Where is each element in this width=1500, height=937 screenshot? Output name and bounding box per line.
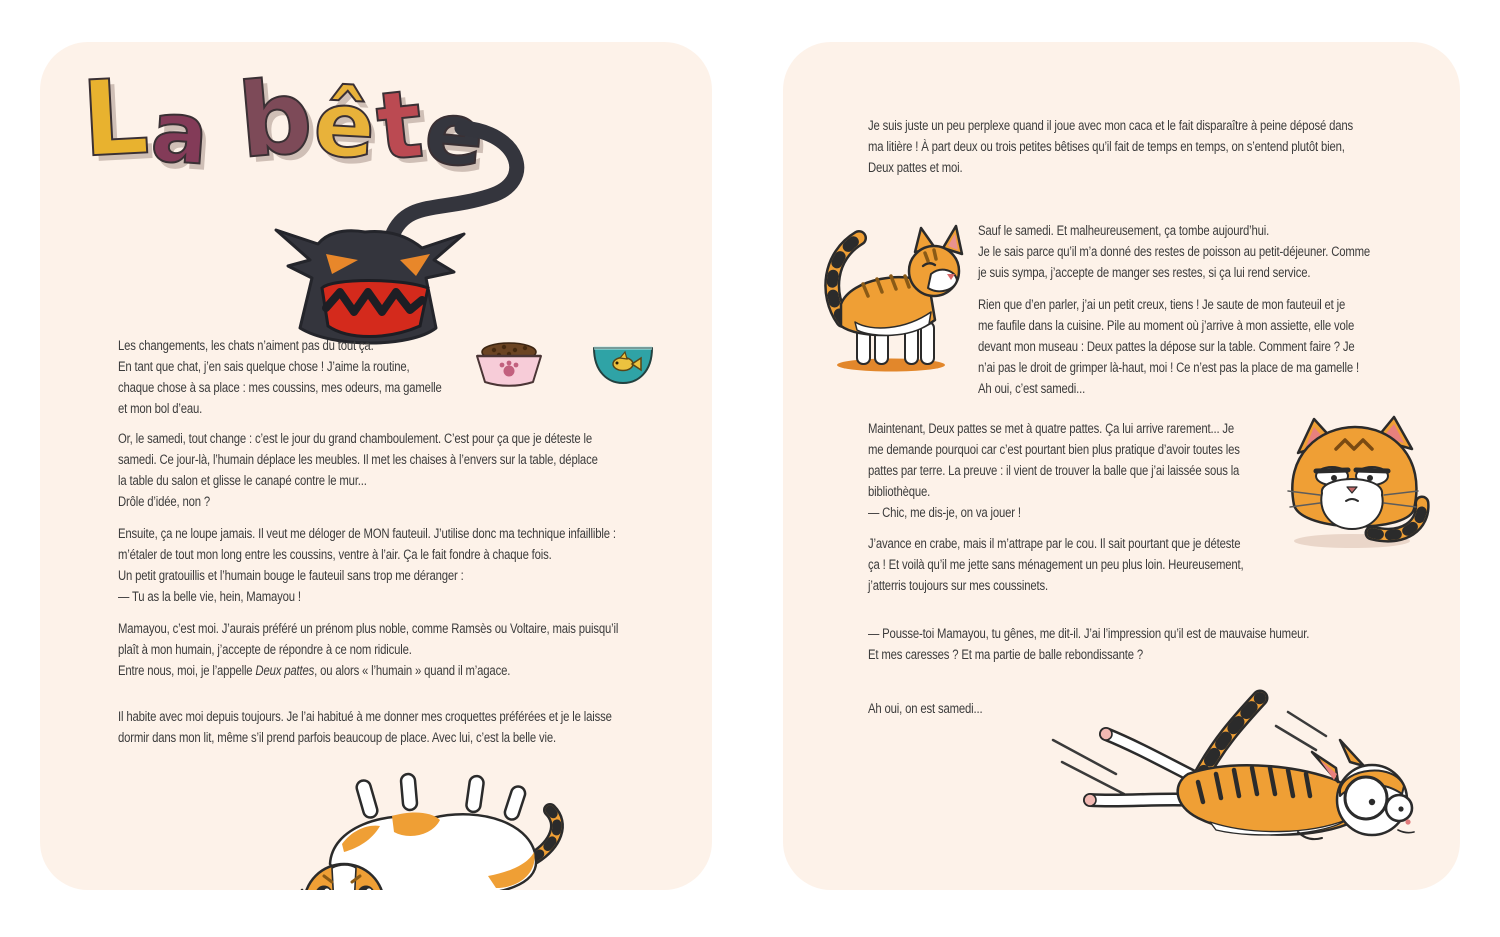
paragraph-fish xyxy=(978,220,1370,283)
text-line: J’avance en crabe, mais il m’attrape par le cou. Il sait pourtant que je déteste xyxy=(868,536,1241,551)
title-letter: ê xyxy=(311,71,378,180)
text-line: samedi. Ce jour-là, l’humain déplace les meubles. Il met les chaises à l’envers sur la table, déplace xyxy=(118,452,598,467)
text-line: Deux pattes et moi. xyxy=(868,160,963,175)
text-line: je suis sympa, j’accepte de manger ses restes, si ça lui rend service. xyxy=(978,265,1311,280)
title-letter: L xyxy=(78,55,152,181)
text-line: me demande pourquoi car c’est pourtant bien plus pratique d’avoir toutes les xyxy=(868,442,1240,457)
text-line: n’ai pas le droit de grimper là-haut, moi ! Ce n’est pas la place de ma gamelle ! xyxy=(978,360,1359,375)
text-line: Entre nous, moi, je l’appelle Deux pattes, ou alors « l’humain » quand il m’agace. xyxy=(118,663,511,678)
walking-cat-illustration xyxy=(813,208,968,378)
text-line: Je suis juste un peu perplexe quand il joue avec mon caca et le fait disparaître à peine déposé dans xyxy=(868,118,1354,133)
text-line: bibliothèque. xyxy=(868,484,931,499)
text-line: devant mon museau : Deux pattes la dépose sur la table. Comment faire ? Je xyxy=(978,339,1355,354)
paragraph-mood xyxy=(868,623,1309,665)
text-line: Les changements, les chats n’aiment pas du tout ça. xyxy=(118,338,374,353)
page-left xyxy=(40,42,712,890)
text-line: Il habite avec moi depuis toujours. Je l’ai habitué à me donner mes croquettes préférées et je le laisse xyxy=(118,709,612,724)
fish-bowl-icon xyxy=(590,338,656,386)
text-line: Un petit gratouillis et l’humain bouge le fauteuil sans trop me déranger : xyxy=(118,568,464,583)
food-bowl-icon xyxy=(472,338,546,390)
text-line: dormir dans mon lit, même s’il prend parfois beaucoup de place. Avec lui, c’est la belle vie. xyxy=(118,730,557,745)
grumpy-cat-illustration xyxy=(1280,413,1430,553)
text-line: Rien que d’en parler, j’ai un petit creux, tiens ! Je saute de mon fauteuil et je xyxy=(978,297,1346,312)
text-line: Sauf le samedi. Et malheureusement, ça tombe aujourd’hui. xyxy=(978,223,1270,238)
text-line: la table du salon et glisse le canapé contre le mur... xyxy=(118,473,367,488)
paragraph-crab xyxy=(868,533,1244,596)
text-line: m’étaler de tout mon long entre les coussins, ventre à l’air. Ça le fait fondre à chaque fois. xyxy=(118,547,552,562)
text-line: me faufile dans la cuisine. Pile au moment où j’arrive à mon assiette, elle vole xyxy=(978,318,1355,333)
paragraph-ball xyxy=(868,418,1240,523)
text-line: Drôle d’idée, non ? xyxy=(118,494,211,509)
title-letter: e xyxy=(420,82,488,188)
text-line: plaît à mon humain, j’accepte de répondre à ce nom ridicule. xyxy=(118,642,412,657)
flying-cat-illustration xyxy=(1048,682,1423,877)
page-right xyxy=(783,42,1460,890)
text-line: pattes par terre. La preuve : il vient de trouver la balle que j’ai laissée sous la xyxy=(868,463,1240,478)
paragraph-intro xyxy=(118,335,442,419)
paragraph-litter xyxy=(868,115,1353,178)
text-line: — Chic, me dis-je, on va jouer ! xyxy=(868,505,1021,520)
text-line: Je le sais parce qu’il m’a donné des restes de poisson au petit-déjeuner. Comme xyxy=(978,244,1371,259)
emphasized-name: Deux pattes xyxy=(255,663,315,678)
text-line: Maintenant, Deux pattes se met à quatre pattes. Ça lui arrive rarement... Je xyxy=(868,421,1235,436)
paragraph-armchair xyxy=(118,523,616,607)
paragraph-name xyxy=(118,618,618,681)
text-line: Ensuite, ça ne loupe jamais. Il veut me déloger de MON fauteuil. J’utilise donc ma technique infaillible : xyxy=(118,526,616,541)
text-line: Et mes caresses ? Et ma partie de balle rebondissante ? xyxy=(868,647,1144,662)
text-line: ça ! Et voilà qu’il me jette sans ménagement un peu plus loin. Heureusement, xyxy=(868,557,1244,572)
paragraph-closing xyxy=(868,698,982,719)
text-line: — Pousse-toi Mamayou, tu gênes, me dit-il. J’ai l’impression qu’il est de mauvaise humeur. xyxy=(868,626,1310,641)
text-line: Mamayou, c’est moi. J’aurais préféré un prénom plus noble, comme Ramsès ou Voltaire, mais puisqu’il xyxy=(118,621,619,636)
text-line: chaque chose à sa place : mes coussins, mes odeurs, ma gamelle xyxy=(118,380,442,395)
paragraph-saturday xyxy=(118,428,598,512)
text-line: j’atterris toujours sur mes coussinets. xyxy=(868,578,1048,593)
text-line: Ah oui, on est samedi... xyxy=(868,701,983,716)
title-letter: b xyxy=(233,57,317,182)
paragraph-kitchen xyxy=(978,294,1359,399)
text-line: Or, le samedi, tout change : c’est le jour du grand chamboulement. C’est pour ça que je déteste le xyxy=(118,431,592,446)
text-line: — Tu as la belle vie, hein, Mamayou ! xyxy=(118,589,301,604)
text-line: Ah oui, c’est samedi... xyxy=(978,381,1086,396)
lying-cat-illustration xyxy=(272,772,562,890)
paragraph-life xyxy=(118,706,612,748)
title-letter: t xyxy=(371,69,428,184)
monster-icon xyxy=(230,102,550,337)
text-line: ma litière ! À part deux ou trois petites bêtises qu’il fait de temps en temps, on s’entend plutôt bien, xyxy=(868,139,1345,154)
title-letter: a xyxy=(148,82,212,184)
text-line: En tant que chat, j’en sais quelque chose ! J’aime la routine, xyxy=(118,359,410,374)
text-line: et mon bol d’eau. xyxy=(118,401,203,416)
